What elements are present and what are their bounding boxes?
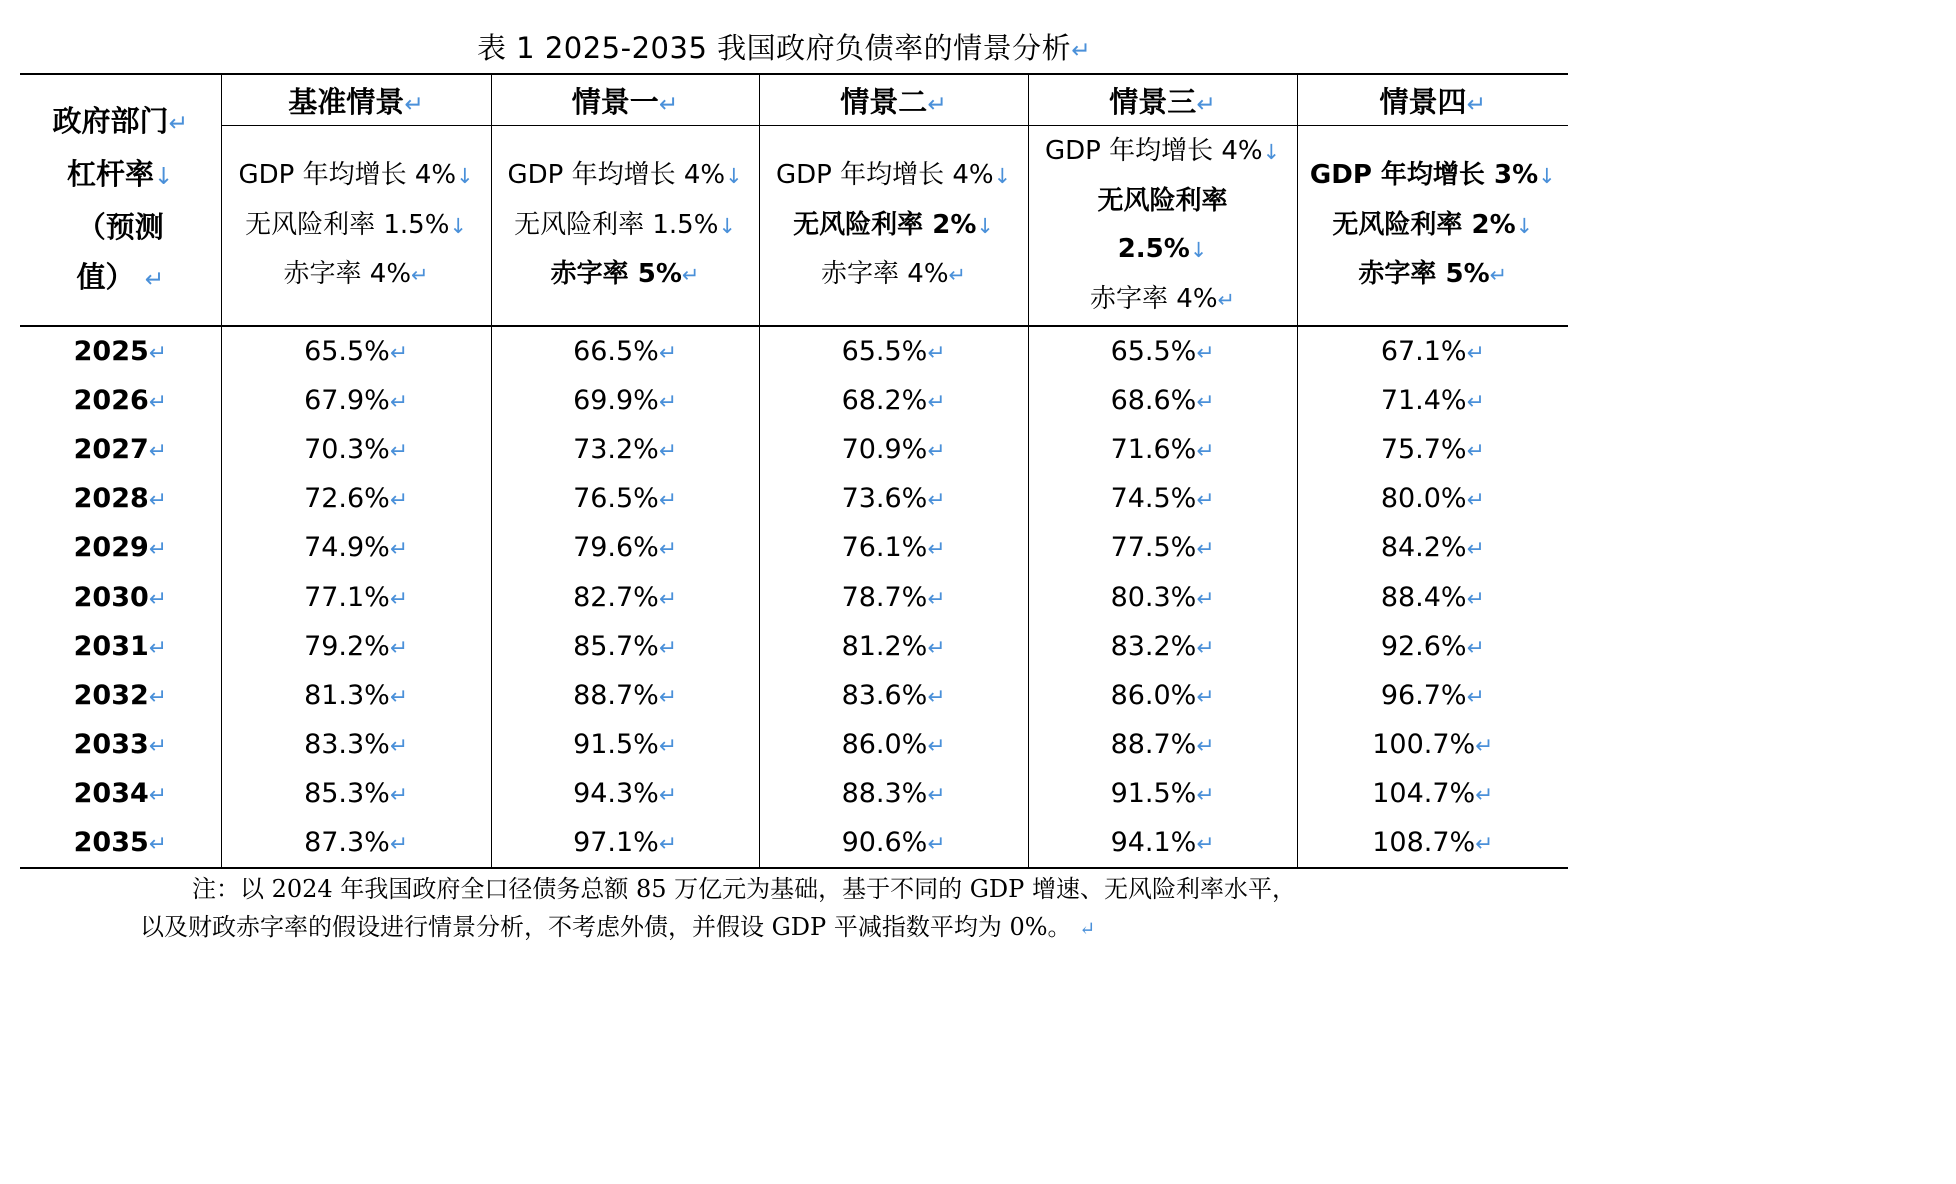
return-mark-icon: ↵ <box>927 390 946 416</box>
scenario-header-0: 基准情景↵ <box>221 74 491 126</box>
down-mark-icon: ↓ <box>1189 238 1208 262</box>
return-mark-icon: ↵ <box>1466 341 1485 367</box>
return-mark-icon: ↵ <box>927 684 946 710</box>
value-cell: 73.2%↵ <box>491 425 759 474</box>
return-mark-icon: ↵ <box>148 831 167 857</box>
value-cell: 68.2%↵ <box>759 376 1028 425</box>
return-mark-icon: ↵ <box>148 439 167 465</box>
value-cell: 70.3%↵ <box>221 425 491 474</box>
return-mark-icon: ↵ <box>411 263 429 288</box>
table-row <box>20 720 1568 769</box>
return-mark-icon: ↵ <box>1466 90 1486 118</box>
return-mark-icon: ↵ <box>148 733 167 759</box>
value-cell: 74.5%↵ <box>1028 474 1297 523</box>
return-mark-icon: ↵ <box>148 537 167 563</box>
return-mark-icon: ↵ <box>658 439 677 465</box>
table-row <box>20 572 1568 621</box>
year-cell: 2035↵ <box>20 818 221 868</box>
table-title <box>0 26 1568 67</box>
table-note <box>140 870 1540 948</box>
value-cell: 75.7%↵ <box>1297 425 1568 474</box>
return-mark-icon: ↵ <box>1196 684 1215 710</box>
return-mark-icon: ↵ <box>144 265 165 293</box>
value-cell: 100.7%↵ <box>1297 720 1568 769</box>
assumption-cell-2: GDP 年均增长 4%↓ 无风险利率 2%↓ 赤字率 4%↵ <box>759 126 1028 327</box>
return-mark-icon: ↵ <box>1196 635 1215 661</box>
value-cell: 68.6%↵ <box>1028 376 1297 425</box>
down-mark-icon: ↓ <box>718 213 736 238</box>
year-cell: 2025↵ <box>73 336 167 368</box>
return-mark-icon: ↵ <box>1196 782 1215 808</box>
value-cell: 77.5%↵ <box>1028 523 1297 572</box>
return-mark-icon: ↵ <box>1196 537 1215 563</box>
year-cell: 2033↵ <box>73 728 167 760</box>
return-mark-icon: ↵ <box>1071 37 1092 64</box>
return-mark-icon: ↵ <box>1466 586 1485 612</box>
value-cell: 84.2%↵ <box>1297 523 1568 572</box>
value-cell: 94.3%↵ <box>491 769 759 818</box>
value-cell: 71.6%↵ <box>1028 425 1297 474</box>
return-mark-icon: ↵ <box>927 635 946 661</box>
return-mark-icon: ↵ <box>658 537 677 563</box>
value-cell: 66.5%↵ <box>491 326 759 376</box>
return-mark-icon: ↵ <box>927 90 947 118</box>
value-cell: 69.9%↵ <box>491 376 759 425</box>
scenario-header-4: 情景四↵ <box>1297 74 1568 126</box>
return-mark-icon: ↵ <box>927 341 946 367</box>
value-cell: 87.3%↵ <box>221 818 491 868</box>
return-mark-icon: ↵ <box>658 488 677 514</box>
return-mark-icon: ↵ <box>148 390 167 416</box>
scenario-header-3: 情景三↵ <box>1028 74 1297 126</box>
value-cell: 88.7%↵ <box>491 671 759 720</box>
corner-line-4: 值） <box>76 259 135 294</box>
return-mark-icon: ↵ <box>1466 439 1485 465</box>
return-mark-icon: ↵ <box>681 263 700 288</box>
return-mark-icon: ↵ <box>389 341 408 367</box>
header-row <box>20 74 1568 126</box>
assumption-cell-1: GDP 年均增长 4%↓ 无风险利率 1.5%↓ 赤字率 5%↵ <box>491 126 759 327</box>
value-cell: 91.5%↵ <box>491 720 759 769</box>
table-row <box>20 769 1568 818</box>
scenario-header-1: 情景一↵ <box>491 74 759 126</box>
year-cell: 2034↵ <box>73 777 167 809</box>
year-cell: 2031↵ <box>73 630 167 662</box>
return-mark-icon: ↵ <box>148 488 167 514</box>
value-cell: 65.5%↵ <box>1028 326 1297 376</box>
return-mark-icon: ↵ <box>1196 390 1215 416</box>
return-mark-icon: ↵ <box>1079 917 1096 940</box>
return-mark-icon: ↵ <box>1475 831 1494 857</box>
down-mark-icon: ↓ <box>1515 213 1534 238</box>
year-cell: 2032↵ <box>73 679 167 711</box>
return-mark-icon: ↵ <box>1217 287 1235 312</box>
year-cell: 2028↵ <box>73 483 167 515</box>
value-cell: 83.3%↵ <box>221 720 491 769</box>
return-mark-icon: ↵ <box>1466 488 1485 514</box>
value-cell: 108.7%↵ <box>1297 818 1568 868</box>
value-cell: 91.5%↵ <box>1028 769 1297 818</box>
value-cell: 94.1%↵ <box>1028 818 1297 868</box>
return-mark-icon: ↵ <box>148 684 167 710</box>
return-mark-icon: ↵ <box>927 439 946 465</box>
table-title-text: 表 1 2025-2035 我国政府负债率的情景分析 <box>476 31 1072 65</box>
value-cell: 81.3%↵ <box>221 671 491 720</box>
return-mark-icon: ↵ <box>389 390 408 416</box>
return-mark-icon: ↵ <box>389 831 408 857</box>
value-cell: 74.9%↵ <box>221 523 491 572</box>
value-cell: 73.6%↵ <box>759 474 1028 523</box>
return-mark-icon: ↵ <box>658 684 677 710</box>
return-mark-icon: ↵ <box>658 733 677 759</box>
table-row <box>20 671 1568 720</box>
table-row <box>20 376 1568 425</box>
down-mark-icon: ↓ <box>154 162 174 190</box>
value-cell: 76.5%↵ <box>491 474 759 523</box>
assumption-cell-4: GDP 年均增长 3%↓ 无风险利率 2%↓ 赤字率 5%↵ <box>1297 126 1568 327</box>
return-mark-icon: ↵ <box>1475 733 1494 759</box>
down-mark-icon: ↓ <box>725 164 743 189</box>
value-cell: 85.7%↵ <box>491 622 759 671</box>
value-cell: 86.0%↵ <box>1028 671 1297 720</box>
year-cell: 2026↵ <box>73 385 167 417</box>
return-mark-icon: ↵ <box>1475 782 1494 808</box>
return-mark-icon: ↵ <box>658 831 677 857</box>
value-cell: 92.6%↵ <box>1297 622 1568 671</box>
return-mark-icon: ↵ <box>168 109 188 137</box>
corner-line-1: 政府部门 <box>52 103 169 138</box>
return-mark-icon: ↵ <box>389 488 408 514</box>
value-cell: 104.7%↵ <box>1297 769 1568 818</box>
return-mark-icon: ↵ <box>948 263 966 288</box>
assumption-cell-3: GDP 年均增长 4%↓ 无风险利率 2.5%↓ 赤字率 4%↵ <box>1028 126 1297 327</box>
return-mark-icon: ↵ <box>389 537 408 563</box>
value-cell: 65.5%↵ <box>759 326 1028 376</box>
value-cell: 79.6%↵ <box>491 523 759 572</box>
value-cell: 67.1%↵ <box>1297 326 1568 376</box>
return-mark-icon: ↵ <box>658 341 677 367</box>
return-mark-icon: ↵ <box>389 635 408 661</box>
return-mark-icon: ↵ <box>658 90 679 118</box>
data-rows <box>20 326 1568 868</box>
note-line-2-text: 以及财政赤字率的假设进行情景分析，不考虑外债，并假设 GDP 平减指数平均为 0%。 <box>140 913 1072 941</box>
return-mark-icon: ↵ <box>927 488 946 514</box>
return-mark-icon: ↵ <box>927 782 946 808</box>
value-cell: 80.0%↵ <box>1297 474 1568 523</box>
return-mark-icon: ↵ <box>148 782 167 808</box>
table-row <box>20 326 1568 376</box>
debt-ratio-table <box>20 73 1568 869</box>
return-mark-icon: ↵ <box>1466 537 1485 563</box>
value-cell: 90.6%↵ <box>759 818 1028 868</box>
down-mark-icon: ↓ <box>449 213 467 238</box>
year-cell: 2027↵ <box>73 434 167 466</box>
return-mark-icon: ↵ <box>927 586 946 612</box>
return-mark-icon: ↵ <box>1196 90 1216 118</box>
return-mark-icon: ↵ <box>148 586 167 612</box>
value-cell: 88.7%↵ <box>1028 720 1297 769</box>
scenario-header-2: 情景二↵ <box>759 74 1028 126</box>
down-mark-icon: ↓ <box>1538 164 1556 189</box>
return-mark-icon: ↵ <box>927 733 946 759</box>
return-mark-icon: ↵ <box>1196 488 1215 514</box>
year-cell: 2029↵ <box>73 532 167 564</box>
assumption-cell-0: GDP 年均增长 4%↓ 无风险利率 1.5%↓ 赤字率 4%↵ <box>221 126 491 327</box>
return-mark-icon: ↵ <box>1466 390 1485 416</box>
value-cell: 67.9%↵ <box>221 376 491 425</box>
return-mark-icon: ↵ <box>658 390 677 416</box>
return-mark-icon: ↵ <box>389 733 408 759</box>
return-mark-icon: ↵ <box>927 831 946 857</box>
value-cell: 78.7%↵ <box>759 572 1028 621</box>
return-mark-icon: ↵ <box>1466 684 1485 710</box>
return-mark-icon: ↵ <box>389 684 408 710</box>
down-mark-icon: ↓ <box>976 213 994 238</box>
note-line-1: 注：以 2024 年我国政府全口径债务总额 85 万亿元为基础，基于不同的 GDP 增速、无风险利率水平， <box>192 875 1296 903</box>
down-mark-icon: ↓ <box>1262 140 1281 164</box>
table-row <box>20 474 1568 523</box>
value-cell: 88.3%↵ <box>759 769 1028 818</box>
value-cell: 83.6%↵ <box>759 671 1028 720</box>
value-cell: 72.6%↵ <box>221 474 491 523</box>
return-mark-icon: ↵ <box>658 782 677 808</box>
value-cell: 77.1%↵ <box>221 572 491 621</box>
table-row <box>20 523 1568 572</box>
corner-line-2: 杠杆率 <box>67 156 155 191</box>
return-mark-icon: ↵ <box>389 782 408 808</box>
value-cell: 79.2%↵ <box>221 622 491 671</box>
return-mark-icon: ↵ <box>1466 635 1485 661</box>
return-mark-icon: ↵ <box>1196 733 1215 759</box>
value-cell: 65.5%↵ <box>221 326 491 376</box>
return-mark-icon: ↵ <box>389 439 408 465</box>
corner-line-3: （预测 <box>76 209 164 244</box>
table-row <box>20 425 1568 474</box>
return-mark-icon: ↵ <box>658 586 677 612</box>
return-mark-icon: ↵ <box>389 586 408 612</box>
table-row <box>20 818 1568 868</box>
note-line-2 <box>140 908 1540 948</box>
return-mark-icon: ↵ <box>1196 439 1215 465</box>
assumption-row <box>20 126 1568 327</box>
return-mark-icon: ↵ <box>1489 263 1508 288</box>
return-mark-icon: ↵ <box>148 635 167 661</box>
return-mark-icon: ↵ <box>404 90 424 118</box>
value-cell: 71.4%↵ <box>1297 376 1568 425</box>
return-mark-icon: ↵ <box>148 341 167 367</box>
return-mark-icon: ↵ <box>1196 831 1215 857</box>
value-cell: 80.3%↵ <box>1028 572 1297 621</box>
year-cell: 2030↵ <box>73 581 167 613</box>
value-cell: 96.7%↵ <box>1297 671 1568 720</box>
value-cell: 81.2%↵ <box>759 622 1028 671</box>
return-mark-icon: ↵ <box>927 537 946 563</box>
down-mark-icon: ↓ <box>993 164 1012 189</box>
value-cell: 97.1%↵ <box>491 818 759 868</box>
down-mark-icon: ↓ <box>456 164 474 189</box>
corner-header <box>20 74 221 326</box>
return-mark-icon: ↵ <box>1196 586 1215 612</box>
value-cell: 76.1%↵ <box>759 523 1028 572</box>
value-cell: 86.0%↵ <box>759 720 1028 769</box>
return-mark-icon: ↵ <box>658 635 677 661</box>
value-cell: 83.2%↵ <box>1028 622 1297 671</box>
value-cell: 82.7%↵ <box>491 572 759 621</box>
value-cell: 70.9%↵ <box>759 425 1028 474</box>
return-mark-icon: ↵ <box>1196 341 1215 367</box>
table-row <box>20 622 1568 671</box>
value-cell: 88.4%↵ <box>1297 572 1568 621</box>
value-cell: 85.3%↵ <box>221 769 491 818</box>
